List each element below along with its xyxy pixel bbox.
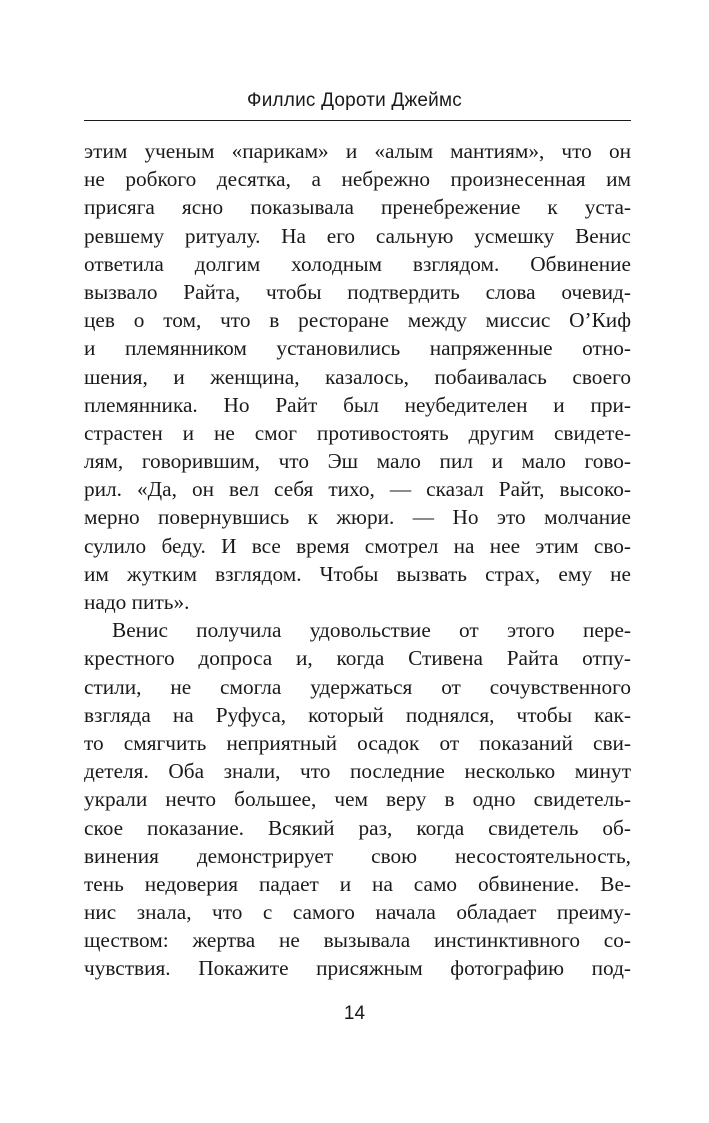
- text-line: украли нечто большее, чем веру в одно свидетель-: [84, 787, 631, 812]
- text-line: и племянником установились напряженные отно-: [84, 336, 631, 361]
- text-line: то смягчить неприятный осадок от показаний сви-: [84, 730, 631, 755]
- text-line: стили, не смогла удержаться от сочувственного: [84, 674, 631, 699]
- text-line: ответила долгим холодным взглядом. Обвинение: [84, 251, 631, 276]
- text-line: племянника. Но Райт был неубедителен и при-: [84, 392, 631, 417]
- text-line: рил. «Да, он вел себя тихо, — сказал Райт, высоко-: [84, 477, 631, 502]
- body-text: [84, 137, 631, 983]
- text-line: этим ученым «парикам» и «алым мантиям», что он: [84, 139, 631, 163]
- text-line: шения, и женщина, казалось, побаивалась своего: [84, 364, 631, 389]
- text-line: ревшему ритуалу. На его сальную усмешку Венис: [84, 223, 631, 248]
- text-line: им жутким взглядом. Чтобы вызвать страх, ему не: [84, 561, 631, 586]
- text-line: взгляда на Руфуса, который поднялся, чтобы как-: [84, 702, 631, 727]
- text-line: надо пить».: [84, 590, 190, 614]
- running-head: Филлис Дороти Джеймс: [247, 90, 462, 111]
- text-line: мерно повернувшись к жюри. — Но это молчание: [84, 505, 631, 530]
- text-line: присяга ясно показывала пренебрежение к уста-: [84, 195, 631, 220]
- text-line: чувствия. Покажите присяжным фотографию под-: [84, 956, 631, 981]
- text-line: цев о том, что в ресторане между миссис О’Киф: [84, 308, 631, 333]
- page-number: 14: [343, 1003, 366, 1024]
- text-line: детеля. Оба знали, что последние несколько минут: [84, 759, 631, 784]
- text-line: страстен и не смог противостоять другим свидете-: [84, 420, 631, 445]
- text-line: ское показание. Всякий раз, когда свидетель об-: [84, 815, 631, 840]
- header-rule: [84, 120, 631, 121]
- text-line: тень недоверия падает и на само обвинение. Ве-: [84, 871, 631, 896]
- text-line: вызвало Райта, чтобы подтвердить слова очевид-: [84, 279, 631, 304]
- text-line: винения демонстрирует свою несостоятельность,: [84, 843, 631, 868]
- text-line: лям, говорившим, что Эш мало пил и мало гово-: [84, 449, 631, 474]
- text-line: сулило беду. И все время смотрел на нее этим сво-: [84, 533, 631, 558]
- text-line: ществом: жертва не вызывала инстинктивного со-: [84, 928, 631, 953]
- text-line: Венис получила удовольствие от этого пере-: [112, 618, 631, 643]
- text-line: крестного допроса и, когда Стивена Райта отпу-: [84, 646, 631, 671]
- text-line: не робкого десятка, а небрежно произнесенная им: [84, 167, 631, 192]
- text-line: нис знала, что с самого начала обладает преиму-: [84, 900, 631, 925]
